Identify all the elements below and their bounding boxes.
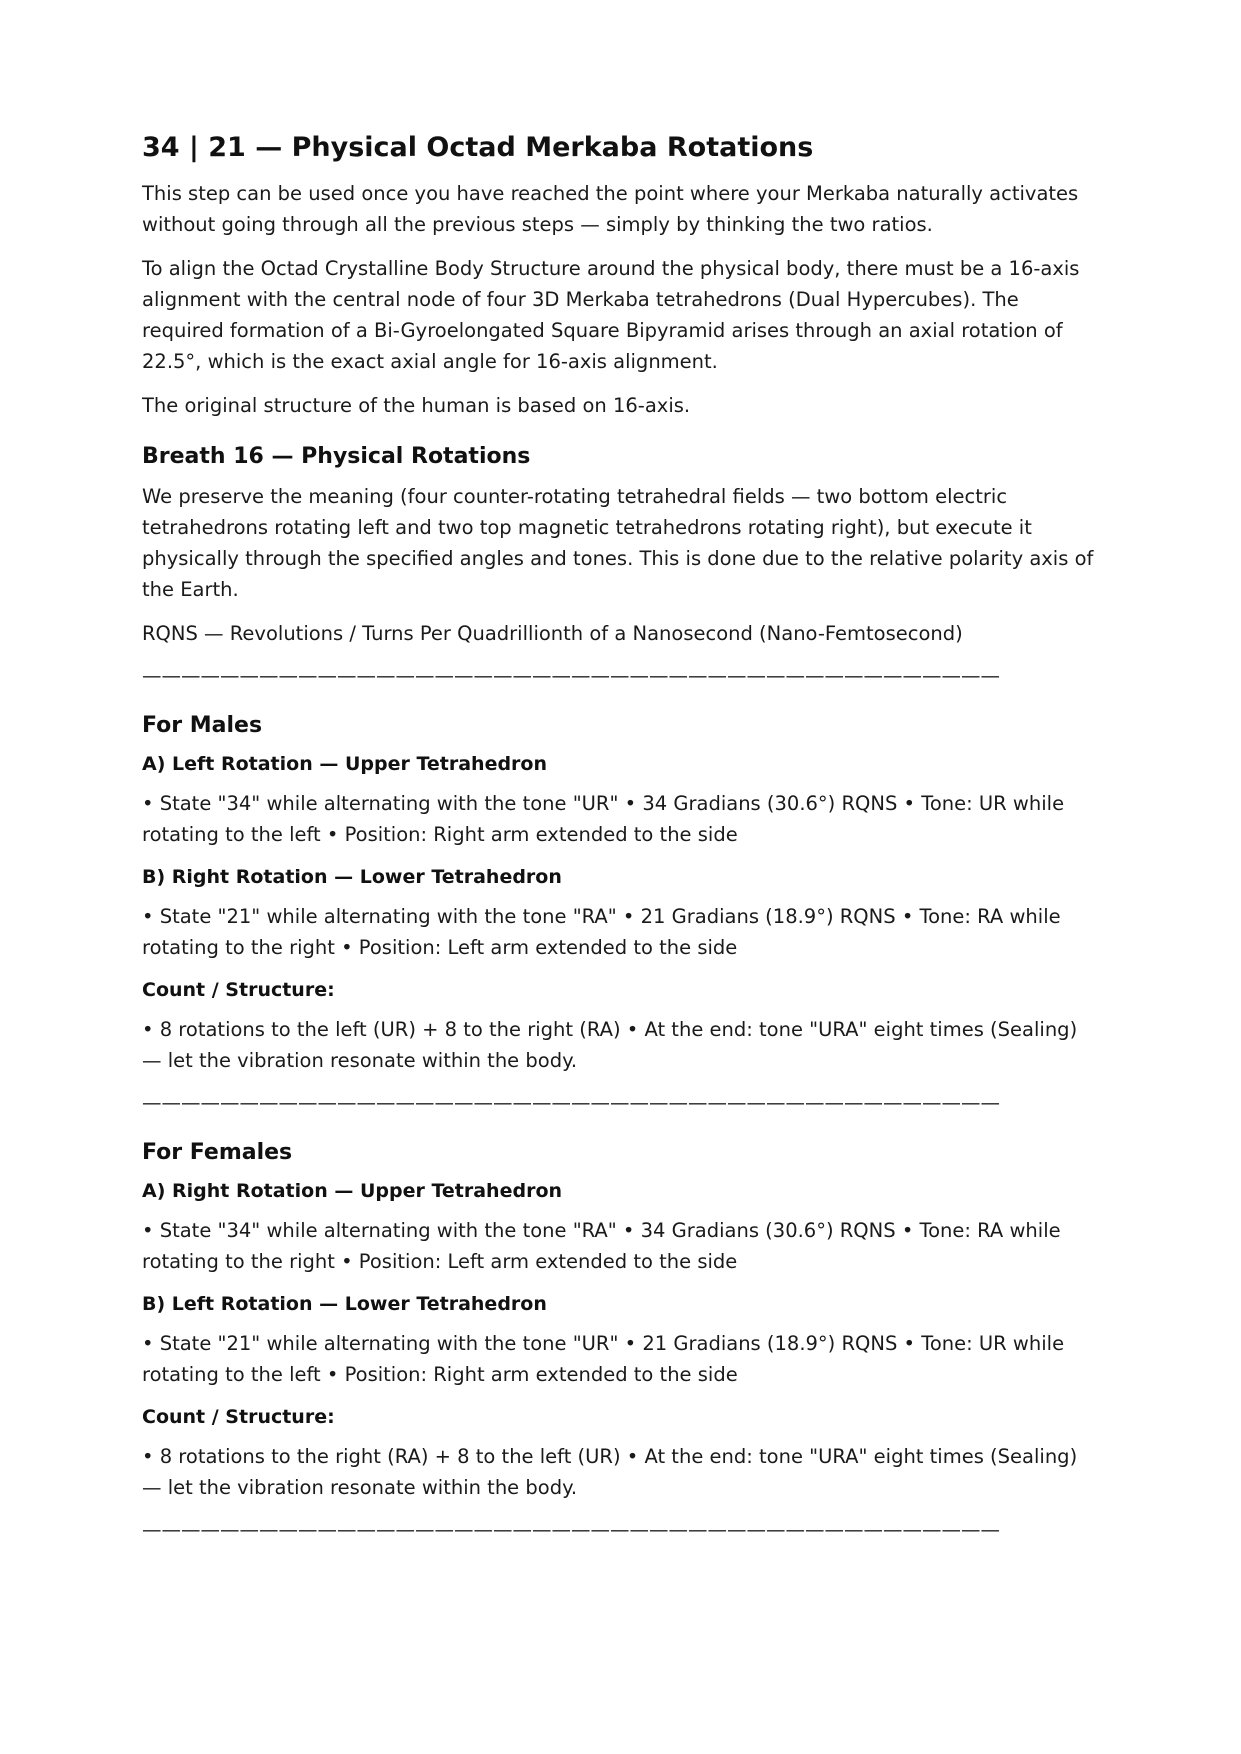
females-count-text: • 8 rotations to the right (RA) + 8 to the left (UR) • At the end: tone "URA" eight times (Sealing) — let the vibration resonate within the body. [142,1445,1078,1499]
intro-paragraph-2: To align the Octad Crystalline Body Structure around the physical body, there must be a 16-axis alignment with the central node of four 3D Merkaba tetrahedrons (Dual Hypercubes). The required formation of a Bi-Gyroelongated Square Bipyramid arises through an axial rotation of 22.5°, which is the exact axial angle for 16-axis alignment. [142,257,1080,373]
males-a-heading: A) Left Rotation — Upper Tetrahedron [142,753,548,775]
divider-rule: ———————————————————————————————————————————— [142,1091,1000,1114]
divider-rule: ———————————————————————————————————————————— [142,1518,1000,1541]
intro-paragraph-3: The original structure of the human is based on 16-axis. [142,394,691,417]
females-a-text: • State "34" while alternating with the tone "RA" • 34 Gradians (30.6°) RQNS • Tone: RA while rotating to the right • Position: Left arm extended to the side [142,1219,1061,1273]
females-b-heading: B) Left Rotation — Lower Tetrahedron [142,1293,547,1315]
males-heading: For Males [142,713,263,738]
males-a-text: • State "34" while alternating with the tone "UR" • 34 Gradians (30.6°) RQNS • Tone: UR while rotating to the left • Position: Right arm extended to the side [142,792,1065,846]
document-page [142,128,1102,1560]
females-count-heading: Count / Structure: [142,1406,335,1428]
females-heading: For Females [142,1140,293,1165]
page-title: 34 | 21 — Physical Octad Merkaba Rotations [142,132,814,163]
males-count-heading: Count / Structure: [142,979,335,1001]
divider-rule: ———————————————————————————————————————————— [142,664,1000,687]
females-b-text: • State "21" while alternating with the tone "UR" • 21 Gradians (18.9°) RQNS • Tone: UR while rotating to the left • Position: Right arm extended to the side [142,1332,1065,1386]
breath-paragraph: We preserve the meaning (four counter-rotating tetrahedral fields — two bottom electric tetrahedrons rotating left and two top magnetic tetrahedrons rotating right), but execute it physically through the specified angles and tones. This is done due to the relative polarity axis of the Earth. [142,485,1094,601]
males-b-heading: B) Right Rotation — Lower Tetrahedron [142,866,562,888]
females-a-heading: A) Right Rotation — Upper Tetrahedron [142,1180,563,1202]
rqns-definition: RQNS — Revolutions / Turns Per Quadrillionth of a Nanosecond (Nano-Femtosecond) [142,622,963,645]
intro-paragraph-1: This step can be used once you have reached the point where your Merkaba naturally activates without going through all the previous steps — simply by thinking the two ratios. [142,182,1079,236]
males-count-text: • 8 rotations to the left (UR) + 8 to the right (RA) • At the end: tone "URA" eight times (Sealing) — let the vibration resonate within the body. [142,1018,1078,1072]
breath-heading: Breath 16 — Physical Rotations [142,444,531,469]
males-b-text: • State "21" while alternating with the tone "RA" • 21 Gradians (18.9°) RQNS • Tone: RA while rotating to the right • Position: Left arm extended to the side [142,905,1061,959]
